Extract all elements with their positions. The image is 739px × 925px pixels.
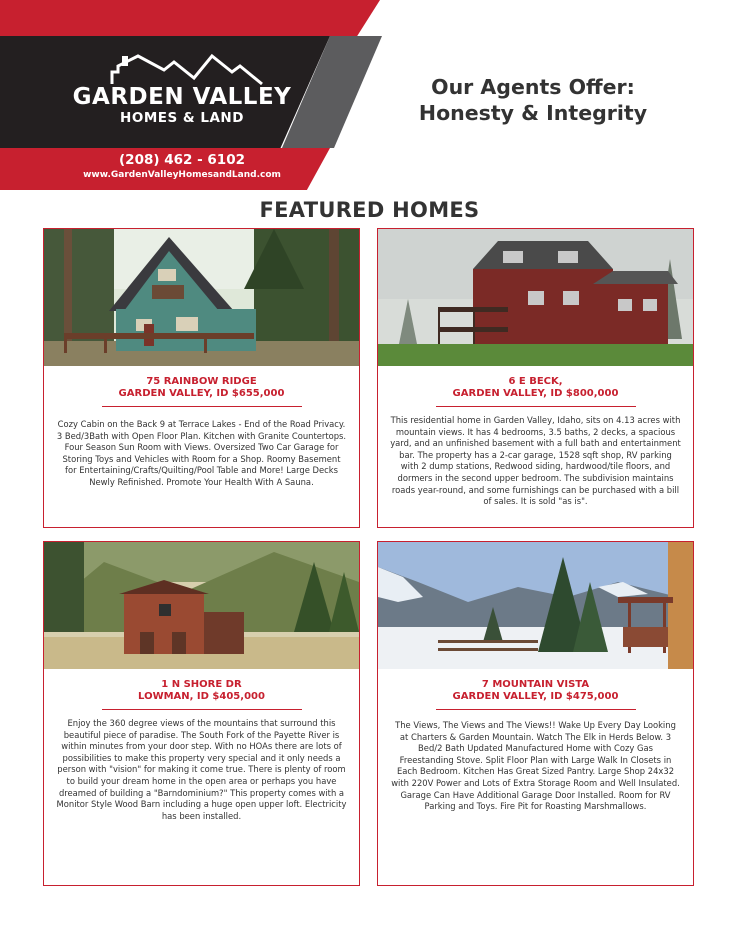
phone-number[interactable]: (208) 462 - 6102 [119,152,245,168]
listing-photo [378,542,693,669]
listing-photo [44,229,359,366]
listing-street: 7 MOUNTAIN VISTA [481,679,590,690]
header-red-band-top [0,0,380,36]
divider [102,406,302,407]
listing-description: Enjoy the 360 degree views of the mountains that surround this beautiful piece of paradise. The South Fork of the Payette River is within minutes from your door step. With no HOAs there are lots of possibilities to make this property very special and it only needs a person with "vision" for making it come true. There is plenty of room to build your dream home in the open area or perhaps you have dreamed of building a "Barndominium?" This property comes with a Monitor Style Wood Barn including a huge open upper loft. Electricity has been installed. [56,718,347,821]
divider [436,709,636,710]
listing-address [378,679,693,703]
tagline-line-2: Honesty & Integrity [418,101,648,125]
listing-street: 6 E BECK, [508,376,563,387]
listing-street: 1 N SHORE DR [161,679,242,690]
listing-photo [44,542,359,669]
listing-card[interactable] [43,228,360,528]
brand-name: GARDEN VALLEY [72,84,292,110]
listing-address [378,376,693,400]
listing-photo [378,229,693,366]
listing-street: 75 RAINBOW RIDGE [146,376,257,387]
tagline-line-1: Our Agents Offer: [431,75,635,99]
section-title: FEATURED HOMES [259,198,480,222]
listing-card[interactable] [377,541,694,886]
divider [436,406,636,407]
brand-subname: HOMES & LAND [120,110,244,126]
listing-city-price: GARDEN VALLEY, ID $655,000 [118,388,285,399]
listing-description: Cozy Cabin on the Back 9 at Terrace Lakes - End of the Road Privacy. 3 Bed/3Bath with Open Floor Plan. Kitchen with Granite Countertops. Four Season Sun Room with Views. Oversized Two Car Garage for Storing Toys and Vehicles with Room for a Shop. Roomy Basement for Entertaining/Crafts/Quilting/Pool Table and More! Large Decks Newly Refinished. Promote Your Health With A Sauna. [56,419,347,487]
listing-city-price: GARDEN VALLEY, ID $475,000 [452,691,619,702]
listing-card[interactable] [43,541,360,886]
listing-card[interactable] [377,228,694,528]
listing-address [44,376,359,400]
listing-city-price: GARDEN VALLEY, ID $800,000 [452,388,619,399]
tagline [390,74,676,126]
listing-description: The Views, The Views and The Views!! Wake Up Every Day Looking at Charters & Garden Mountain. Watch The Elk in Herds Below. 3 Bed/2 Bath Updated Manufactured Home with Cozy Gas Freestanding Stove. Split Floor Plan with Large Walk In Closets in Each Bedroom. Kitchen Has Great Sized Pantry. Large Shop 24x32 with 220V Power and Lots of Extra Storage Room and Well Insulated. Garage Can Have Additional Garage Door Installed. Room for RV Parking and Toys. Fire Pit for Roasting Marshmallows. [391,720,680,812]
website-link[interactable]: www.GardenValleyHomesandLand.com [83,170,281,180]
divider [102,709,302,710]
mountain-roof-icon [108,52,268,86]
listing-description: This residential home in Garden Valley, Idaho, sits on 4.13 acres with mountain views. It has 4 bedrooms, 3.5 baths, 2 decks, a spacious yard, and an unfinished basement with a full bath and entertainment bar. The property has a 2-car garage, 1528 sqft shop, RV parking with 2 dump stations, Redwood siding, hardwood/tile floors, and dormers in the second upper bedroom. The subdivision maintains roads year-round, and some furnishings can be purchased with a bill of sales. It is sold "as is". [390,415,681,507]
listing-city-price: LOWMAN, ID $405,000 [138,691,265,702]
listing-address [44,679,359,703]
